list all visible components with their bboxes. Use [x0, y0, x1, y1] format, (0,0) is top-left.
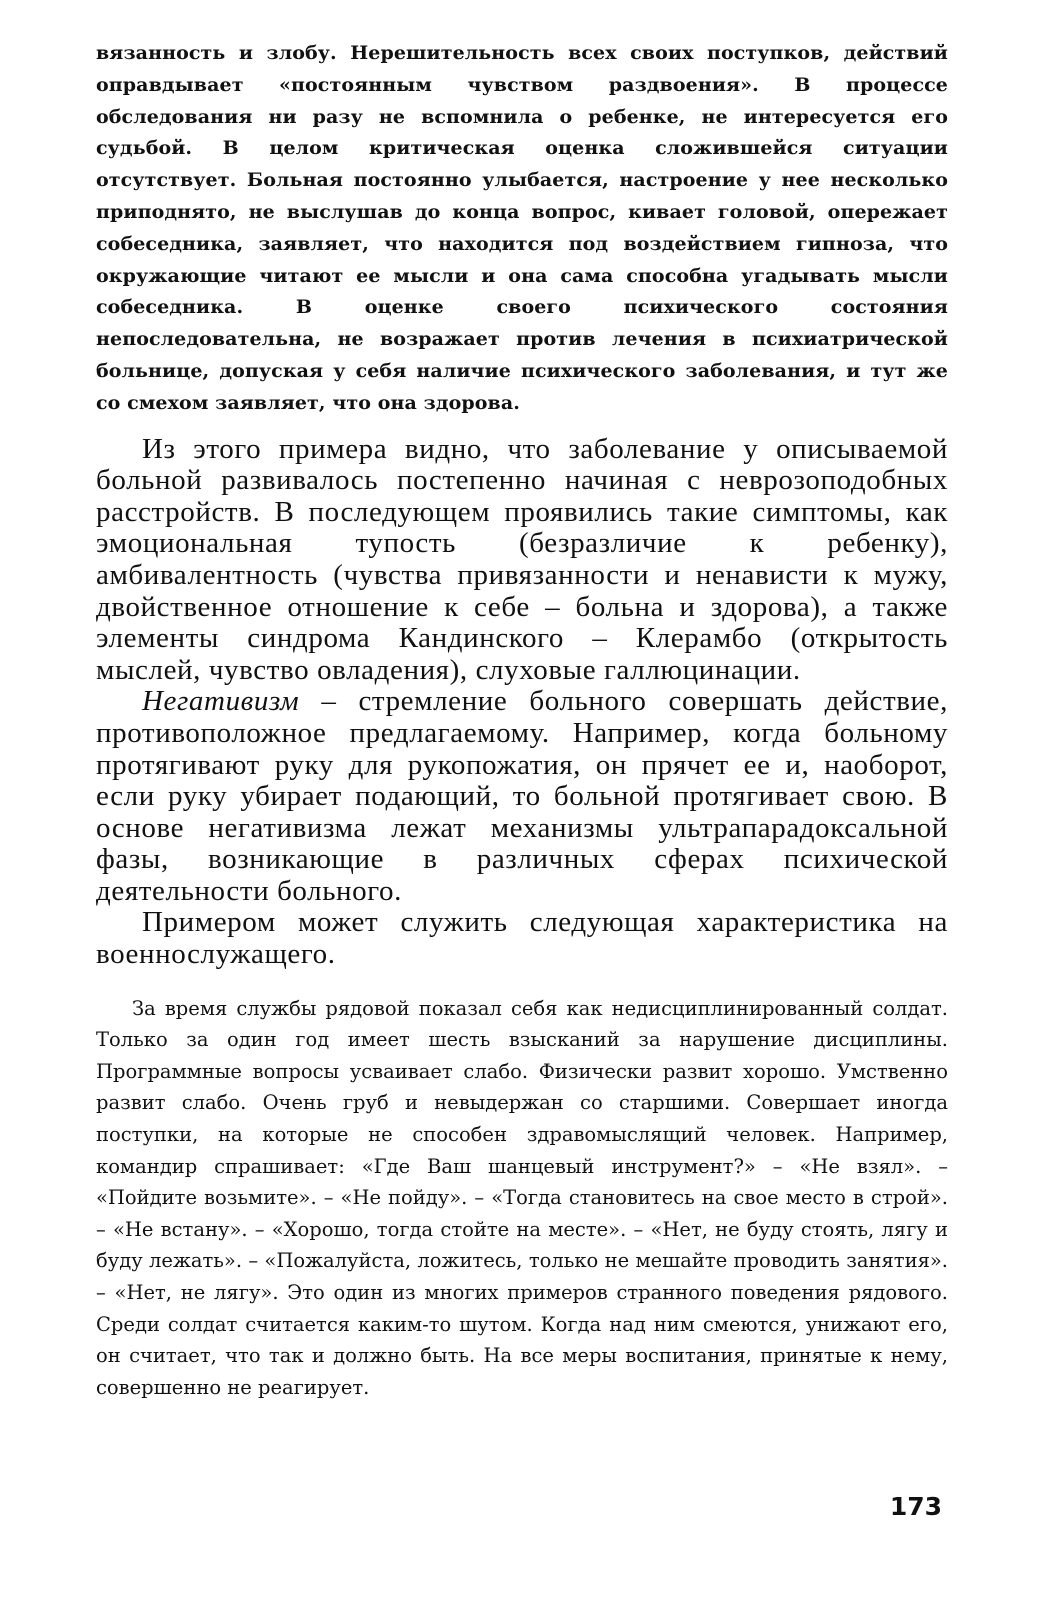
main-text	[96, 434, 948, 971]
paragraph-negativism	[96, 686, 948, 907]
paragraph-example-intro: Примером может служить следующая характеристика на военнослужащего.	[96, 906, 948, 971]
soldier-characteristic: За время службы рядовой показал себя как недисциплинированный солдат. Только за один год имеет шесть взысканий за нарушение дисциплины. Программные вопросы усваивает слабо. Физически развит хорошо. Умственно развит слабо. Очень груб и невыдержан со старшими. Совершает иногда поступки, на которые не способен здравомыслящий человек. Например, командир спрашивает: «Где Ваш шанцевый инструмент?» – «Не взял». – «Пойдите возьмите». – «Не пойду». – «Тогда становитесь на свое место в строй». – «Не встану». – «Хорошо, тогда стойте на месте». – «Нет, не буду стоять, лягу и буду лежать». – «Пожалуйста, ложитесь, только не мешайте проводить занятия». – «Нет, не лягу». Это один из многих примеров странного поведения рядового. Среди солдат считается каким-то шутом. Когда над ним смеются, унижают его, он считает, что так и должно быть. На все меры воспитания, принятые к нему, совершенно не реагирует.	[96, 996, 948, 1399]
negativism-definition: – стремление больного совершать действие, противоположное предлагаемому. Например, когда больному протягивают руку для рукопожатия, он прячет ее и, наоборот, если руку убирает подающий, то больной протягивает свою. В основе негативизма лежат механизмы ультрапарадоксальной фазы, возникающие в различных сферах психической деятельности больного.	[96, 685, 948, 907]
paragraph-analysis: Из этого примера видно, что заболевание у описываемой больной развивалось постепенно начиная с неврозоподобных расстройств. В последующем проявились такие симптомы, как эмоциональная тупость (безразличие к ребенку), амбивалентность (чувства привязанности и ненависти к мужу, двойственное отношение к себе – больна и здорова), а также элементы синдрома Кандинского – Клерамбо (открытость мыслей, чувство овладения), слуховые галлюцинации.	[96, 432, 948, 686]
term-negativism: Негативизм	[142, 685, 300, 718]
case-description: вязанность и злобу. Нерешительность всех своих поступков, действий оправдывает «постоянным чувством раздвоения». В процессе обследования ни разу не вспомнила о ребенке, не интересуется его судьбой. В целом критическая оценка сложившейся ситуации отсутствует. Больная постоянно улыбается, настроение у нее несколько приподнято, не выслушав до конца вопрос, кивает головой, опережает собеседника, заявляет, что находится под воздействием гипноза, что окружающие читают ее мысли и она сама способна угадывать мысли собеседника. В оценке своего психического состояния непоследовательна, не возражает против лечения в психиатрической больнице, допуская у себя наличие психического заболевания, и тут же со смехом заявляет, что она здорова.	[96, 42, 948, 414]
book-page	[96, 38, 948, 1558]
page-number: 173	[889, 1492, 942, 1521]
